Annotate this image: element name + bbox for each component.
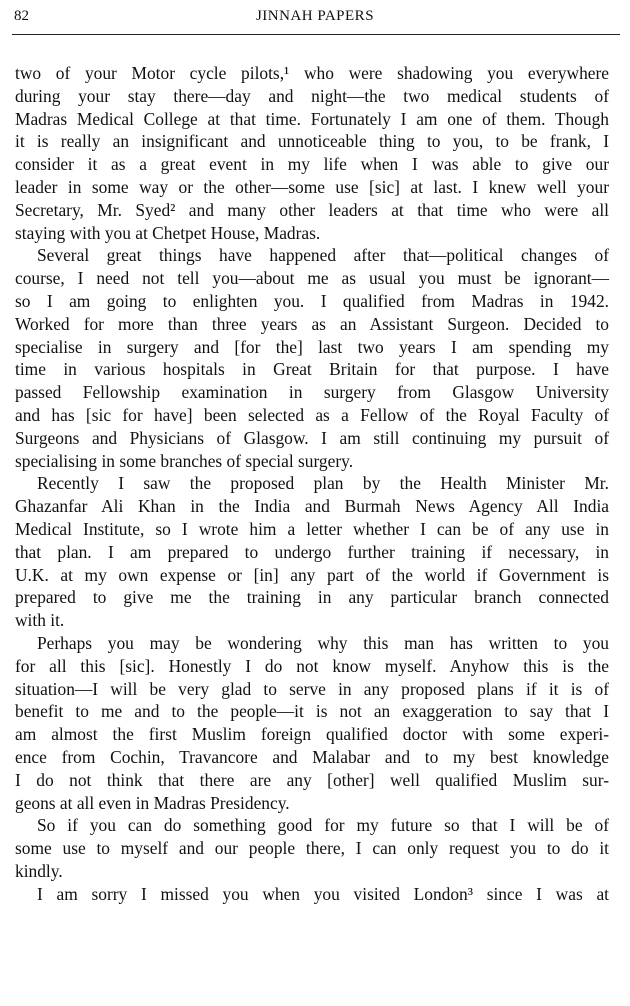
text-line: Surgeons and Physicians of Glasgow. I am still continuing my pursuit of — [15, 427, 609, 448]
paragraph-1 — [15, 62, 609, 244]
text-line: with it. — [15, 610, 65, 631]
text-line: specialise in surgery and [for the] last two years I am spending my — [15, 336, 609, 357]
paragraph-3 — [15, 472, 609, 632]
text-line: two of your Motor cycle pilots,¹ who were shadowing you everywhere — [15, 63, 609, 83]
paragraph-5 — [15, 814, 609, 882]
text-line: leader in some way or the other—some use [sic] at last. I knew well your — [15, 176, 609, 197]
text-line: Several great things have happened after that—political changes of — [37, 245, 609, 266]
text-line: situation—I will be very glad to serve in any proposed plans if it is of — [15, 678, 609, 699]
text-line: Ghazanfar Ali Khan in the India and Burmah News Agency All India — [15, 496, 609, 517]
page-header — [0, 0, 630, 40]
paragraph-2 — [15, 244, 609, 472]
text-line: Worked for more than three years as an Assistant Surgeon. Decided to — [15, 313, 609, 334]
paragraph-4 — [15, 632, 609, 814]
text-line: Madras Medical College at that time. Fortunately I am one of them. Though — [15, 108, 609, 129]
text-line: U.K. at my own expense or [in] any part of the world if Government is — [15, 564, 609, 585]
text-line: some use to myself and our people there, I can only request you to do it — [15, 838, 609, 859]
text-line: kindly. — [15, 860, 63, 881]
text-line: during your stay there—day and night—the two medical students of — [15, 85, 609, 106]
text-line: it is really an insignificant and unnoticeable thing to you, to be frank, I — [15, 131, 609, 152]
text-line: time in various hospitals in Great Britain for that purpose. I have — [15, 359, 609, 380]
paragraph-6 — [15, 883, 609, 906]
page-number: 82 — [14, 8, 29, 24]
text-line: Medical Institute, so I wrote him a letter whether I can be of any use in — [15, 518, 609, 539]
text-line: benefit to me and to the people—it is not an exaggeration to say that I — [15, 701, 609, 722]
text-line: ence from Cochin, Travancore and Malabar and to my best knowledge — [15, 746, 609, 767]
text-line: Secretary, Mr. Syed² and many other leaders at that time who were all — [15, 199, 609, 220]
running-head: JINNAH PAPERS — [255, 8, 375, 24]
header-rule — [12, 34, 620, 35]
text-line: So if you can do something good for my future so that I will be of — [37, 815, 609, 836]
text-line: prepared to give me the training in any particular branch connected — [15, 587, 609, 608]
text-line: that plan. I am prepared to undergo further training if necessary, in — [15, 541, 609, 562]
body-text — [15, 62, 609, 905]
text-line: passed Fellowship examination in surgery from Glasgow University — [15, 382, 609, 403]
text-line: so I am going to enlighten you. I qualified from Madras in 1942. — [15, 290, 609, 311]
text-line: for all this [sic]. Honestly I do not know myself. Anyhow this is the — [15, 655, 609, 676]
text-line: specialising in some branches of special surgery. — [15, 450, 354, 471]
text-line: geons at all even in Madras Presidency. — [15, 792, 290, 813]
text-line: Recently I saw the proposed plan by the Health Minister Mr. — [37, 473, 609, 494]
text-line: Perhaps you may be wondering why this man has written to you — [37, 632, 609, 653]
text-line: and has [sic for have] been selected as a Fellow of the Royal Faculty of — [15, 404, 609, 425]
text-line: staying with you at Chetpet House, Madras. — [15, 222, 321, 243]
text-line: am almost the first Muslim foreign qualified doctor with some experi- — [15, 724, 609, 745]
text-line: I am sorry I missed you when you visited London³ since I was at — [37, 883, 609, 904]
text-line: course, I need not tell you—about me as usual you must be ignorant— — [15, 268, 609, 289]
text-line: consider it as a great event in my life when I was able to give our — [15, 154, 609, 175]
text-line: I do not think that there are any [other] well qualified Muslim sur- — [15, 769, 609, 790]
